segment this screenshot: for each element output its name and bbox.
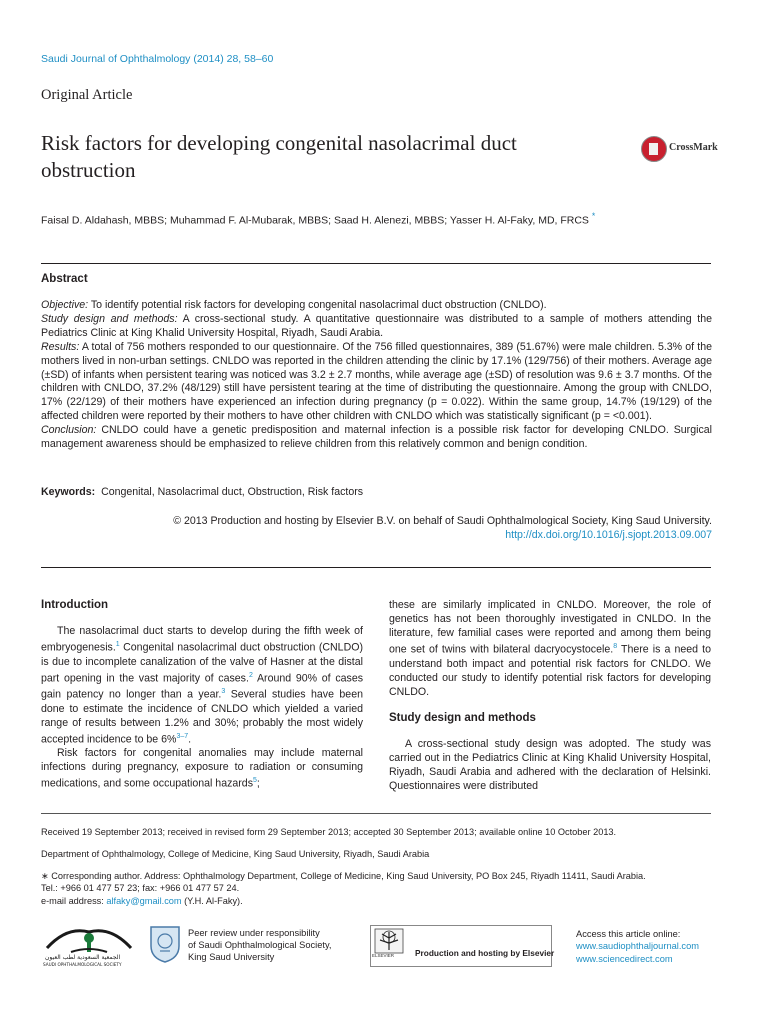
email-link[interactable]: alfaky@gmail.com — [106, 896, 182, 907]
conclusion-label: Conclusion: — [41, 424, 97, 437]
intro-text: these are similarly implicated in CNLDO. Moreover, the role of genetics has not been thoroughly investigated in CNLDO. In the literature, few familial cases were reported and among them being one set of twins with bilateral dacryocystocele. — [389, 599, 711, 656]
intro-paragraph-2 — [41, 746, 363, 791]
abstract-conclusion — [41, 424, 712, 452]
crossmark-label: CrossMark — [669, 142, 718, 153]
abstract-design — [41, 313, 712, 341]
elsevier-wordmark: ELSEVIER — [372, 953, 395, 958]
crossmark-button[interactable] — [641, 136, 727, 162]
copyright-text: © 2013 Production and hosting by Elsevier B.V. on behalf of Saudi Ophthalmological Society, King Saud University. — [173, 515, 712, 527]
results-label: Results: — [41, 340, 80, 353]
access-label: Access this article online: — [576, 929, 681, 939]
journal-website-link[interactable]: www.saudiophthaljournal.com — [576, 941, 699, 952]
peer-review-line: Peer review under responsibility — [188, 928, 320, 938]
email-label: e-mail address: — [41, 896, 107, 907]
peer-review-line: King Saud University — [188, 952, 275, 962]
contact-email — [41, 895, 721, 908]
objective-text: To identify potential risk factors for developing congenital nasolacrimal duct obstruction (CNLDO). — [90, 299, 547, 311]
online-access — [576, 928, 699, 965]
corresponding-author: ∗ Corresponding author. Address: Ophthalmology Department, College of Medicine, King Saud University, PO Box 245, Riyadh 11411, Saudi Arabia. — [41, 870, 646, 881]
results-text: A total of 756 mothers responded to our questionnaire. Of the 756 filled questionnaires, 389 (51.67%) were male children. 5.3% of the mothers lived in non-urban settings. CNLDO was reported in the children attending the clinic by 17.1% (129/756) of their mothers. Average age (±SD) of infants when persistent tearing was noticed was 3.2 ± 2.7 months, while average age (±SD) of resolution was 9.6 ± 3.7 months. Of the children with CNLDO, 37.2% (48/129) still have persistent tearing at the time of distributing the questionnaire. Among the group with CNLDO, 17% (22/129) of their mothers have experienced an infection during pregnancy (p = 0.022). Within the same group, 14.7% (19/129) of the affected children were reported by their mothers to have other children with CNLDO which was statistically significant (p = <0.001). — [41, 340, 713, 423]
author-list — [41, 211, 595, 227]
received-dates: Received 19 September 2013; received in revised form 29 September 2013; accepted 30 September 2013; available online 10 October 2013. — [41, 827, 617, 837]
design-text: A cross-sectional study. A quantitative questionnaire was distributed to a sample of mothers attending the Pediatrics Clinic at King Khalid University Hospital, Riyadh, Saudi Arabia. — [41, 312, 713, 339]
sciencedirect-link[interactable]: www.sciencedirect.com — [576, 953, 673, 964]
intro-text: ; — [256, 777, 260, 790]
king-saud-university-shield-icon — [148, 924, 182, 964]
reference-link[interactable]: 8 — [613, 643, 618, 650]
reference-link[interactable]: 3–7 — [176, 732, 189, 740]
keywords-text: Congenital, Nasolacrimal duct, Obstruction, Risk factors — [101, 486, 364, 498]
intro-text: There is a need to understand both impact and potential risk factors for CNLDO. We conducted our study to identify potential risk factors for developing CNLDO. — [389, 643, 711, 698]
sos-name: SAUDI OPHTHALMOLOGICAL SOCIETY — [43, 962, 122, 967]
design-label: Study design and methods: — [41, 312, 178, 325]
intro-text: Around 90% of cases gain patency no longer than a year. — [41, 672, 364, 701]
journal-reference: Saudi Journal of Ophthalmology (2014) 28, 58–60 — [41, 53, 274, 65]
copyright-block — [41, 514, 712, 542]
reference-link[interactable]: 1 — [115, 641, 120, 648]
intro-text: Congenital nasolacrimal duct obstruction (CNLDO) is due to incomplete canalization of the valve of Hasner at the distal part opening in the vast majority of cases. — [41, 641, 363, 685]
abstract-heading: Abstract — [41, 273, 88, 285]
reference-link[interactable]: 2 — [248, 671, 253, 679]
divider — [41, 813, 711, 814]
svg-text:الجمعية السعودية لطب العيون: الجمعية السعودية لطب العيون — [45, 954, 121, 961]
abstract-body — [41, 299, 712, 452]
introduction-column — [41, 598, 363, 791]
intro-text: Risk factors for congenital anomalies may include maternal infections during pregnancy, exposure to radiation or consuming medications, and some occupational hazards — [41, 747, 363, 790]
affiliation: Department of Ophthalmology, College of Medicine, King Saud University, Riyadh, Saudi Arabia — [41, 848, 430, 859]
corresponding-author-link[interactable]: * — [591, 211, 596, 221]
reference-link[interactable]: 3 — [221, 688, 226, 696]
keywords-label: Keywords — [41, 486, 92, 498]
crossmark-icon — [641, 136, 667, 162]
contact-phone: Tel.: +966 01 477 57 23; fax: +966 01 477 57 24. — [41, 883, 240, 894]
keywords: Keywords: Congenital, Nasolacrimal duct, Obstruction, Risk factors — [41, 486, 364, 498]
introduction-heading: Introduction — [41, 599, 109, 611]
intro-paragraph-1 — [41, 624, 363, 746]
abstract-objective — [41, 299, 712, 313]
article-type: Original Article — [41, 87, 133, 103]
intro-text: Several studies have been done to estimate the incidence of CNLDO which yielded a varied range of results between 1.2% and 30%; probably the most widely accepted incidence to be 6% — [41, 688, 363, 746]
conclusion-text: CNLDO could have a genetic predisposition and maternal infection is a possible risk factor for developing CNLDO. Surgical management awareness should be emphasized to relieve children from this relatively common and benign condition. — [41, 424, 712, 451]
article-title: Risk factors for developing congenital nasolacrimal duct obstruction — [41, 131, 517, 182]
elsevier-hosting-text: Production and hosting by Elsevier — [415, 948, 555, 958]
intro-continuation — [389, 598, 711, 699]
right-column — [389, 598, 711, 793]
footnotes — [41, 826, 721, 908]
intro-text: The nasolacrimal duct starts to develop during the fifth week of embryogenesis. — [41, 625, 363, 654]
peer-review-line: of Saudi Ophthalmological Society, — [188, 940, 332, 950]
divider — [41, 567, 711, 568]
study-design-heading: Study design and methods — [389, 711, 536, 724]
objective-label: Objective: — [41, 299, 89, 311]
peer-review-note — [188, 927, 332, 963]
email-suffix: (Y.H. Al-Faky). — [181, 896, 243, 907]
doi-link[interactable]: http://dx.doi.org/10.1016/j.sjopt.2013.09.007 — [505, 529, 712, 541]
authors-text: Faisal D. Aldahash, MBBS; Muhammad F. Al-Mubarak, MBBS; Saad H. Alenezi, MBBS; Yasser H. Al-Faky, MD, FRCS — [41, 214, 589, 227]
abstract-results — [41, 341, 712, 424]
divider — [41, 263, 711, 264]
study-design-paragraph: A cross-sectional study design was adopted. The study was carried out in the Pediatrics Clinic at King Khalid University Hospital, Riyadh, Saudi Arabia and adhered with the declaration of Helsinki. Questionnaires were distributed — [389, 737, 711, 792]
intro-text: . — [188, 733, 192, 746]
reference-link[interactable]: 5 — [253, 777, 257, 785]
saudi-ophthalmological-society-logo — [41, 922, 137, 968]
